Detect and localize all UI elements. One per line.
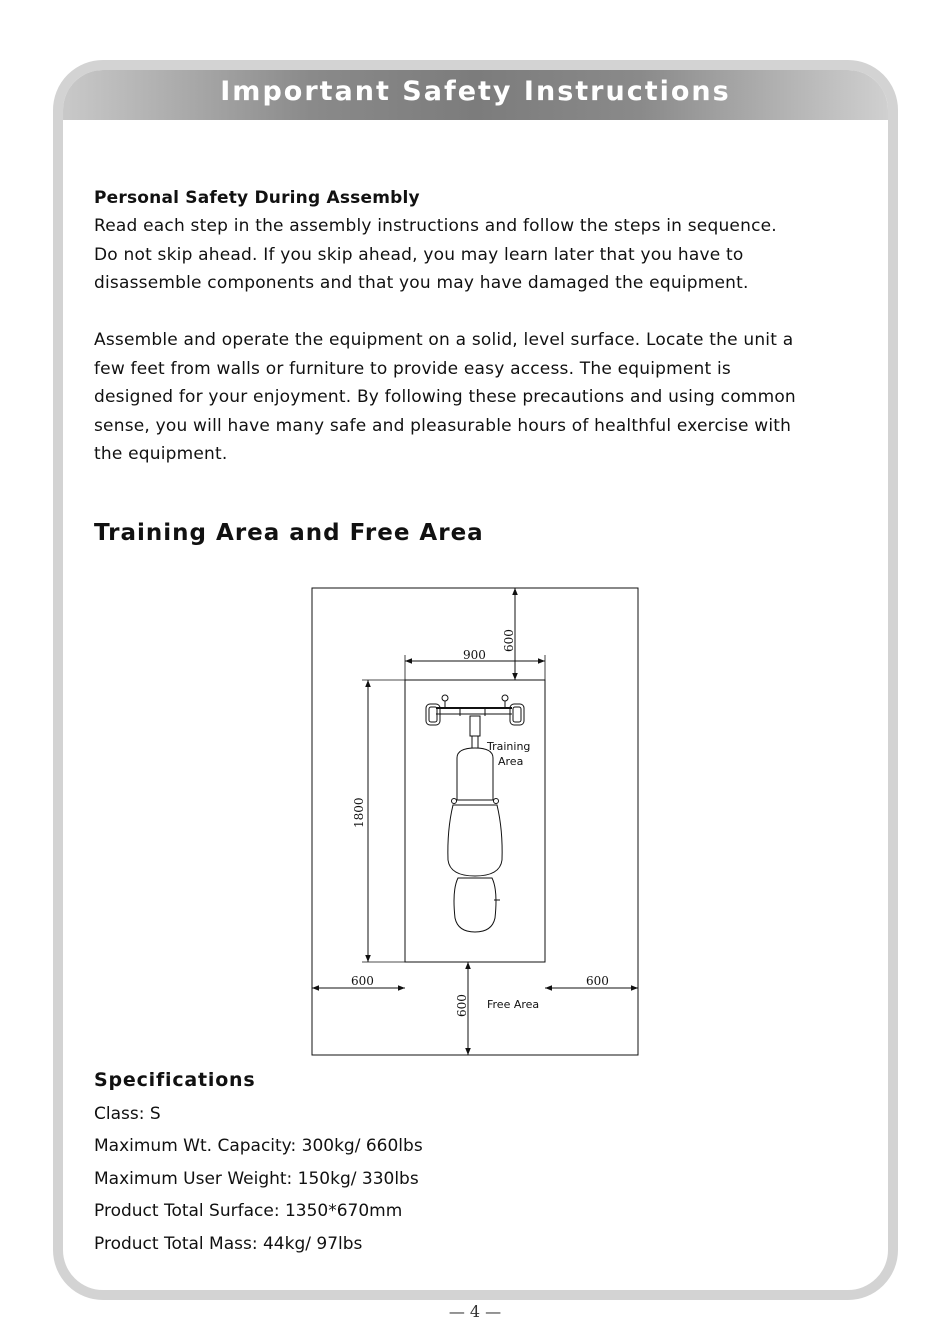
assembly-paragraph-1 — [94, 212, 884, 298]
dimension-label-right: 600 — [586, 974, 609, 988]
page-title: Important Safety Instructions — [220, 76, 731, 107]
training-area-title: Training Area and Free Area — [94, 520, 484, 546]
specifications-list — [94, 1100, 423, 1262]
text-line: Do not skip ahead. If you skip ahead, you may learn later that you have to — [94, 244, 744, 265]
spec-item: Maximum Wt. Capacity: 300kg/ 660lbs — [94, 1136, 423, 1157]
dimension-label-bottom: 600 — [455, 994, 469, 1017]
dimension-label-width: 900 — [463, 648, 486, 662]
spec-item: Product Total Surface: 1350*670mm — [94, 1201, 403, 1222]
text-line: Read each step in the assembly instructions and follow the steps in sequence. — [94, 216, 777, 236]
text-line: disassemble components and that you may have damaged the equipment. — [94, 273, 749, 294]
spec-item: Product Total Mass: 44kg/ 97lbs — [94, 1233, 363, 1254]
training-area-diagram — [300, 580, 650, 1065]
spec-item: Maximum User Weight: 150kg/ 330lbs — [94, 1168, 419, 1189]
training-area-label: Training — [487, 740, 531, 753]
text-line: designed for your enjoyment. By following these precautions and using common — [94, 387, 796, 408]
specifications-title: Specifications — [94, 1069, 256, 1091]
dimension-label-left: 600 — [351, 974, 374, 988]
assembly-heading: Personal Safety During Assembly — [94, 188, 420, 208]
text-line: Assemble and operate the equipment on a solid, level surface. Locate the unit a — [94, 330, 794, 350]
text-line: the equipment. — [94, 444, 228, 465]
dimension-label-length: 1800 — [352, 797, 366, 828]
page-number: — 4 — — [448, 1302, 502, 1321]
dimension-label-top: 600 — [502, 629, 516, 652]
training-area-label: Area — [498, 755, 524, 768]
spec-item: Class: S — [94, 1104, 161, 1124]
bench-drawing — [426, 695, 524, 932]
text-line: few feet from walls or furniture to provide easy access. The equipment is — [94, 358, 731, 379]
assembly-paragraph-2 — [94, 326, 884, 469]
text-line: sense, you will have many safe and pleasurable hours of healthful exercise with — [94, 415, 792, 436]
free-area-label: Free Area — [487, 998, 540, 1011]
